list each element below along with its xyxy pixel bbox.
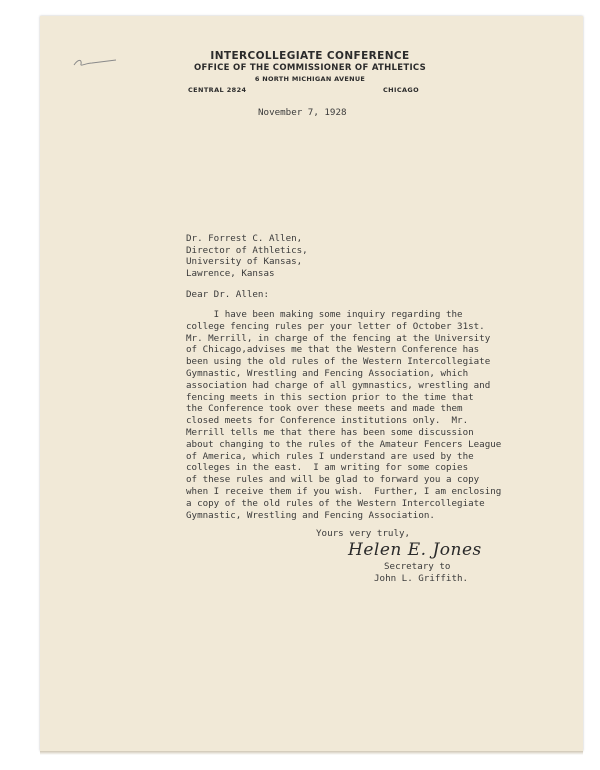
body-line: college fencing rules per your letter of October 31st. bbox=[186, 320, 485, 332]
body-line: of Chicago,advises me that the Western Conference has bbox=[186, 344, 480, 356]
body-line: association had charge of all gymnastics, wrestling and bbox=[186, 379, 491, 391]
recipient-line: Lawrence, Kansas bbox=[186, 267, 275, 279]
letter-date: November 7, 1928 bbox=[258, 107, 347, 118]
body-line: about changing to the rules of the Amateur Fencers League bbox=[186, 438, 502, 450]
body-line: been using the old rules of the Western Intercollegiate bbox=[186, 356, 491, 368]
page-shadow bbox=[40, 751, 583, 755]
body-line: I have been making some inquiry regarding the bbox=[186, 309, 463, 320]
body-line: of America, which rules I understand are used by the bbox=[186, 450, 474, 462]
signer-name: John L. Griffith. bbox=[374, 573, 469, 584]
letterhead-organization: INTERCOLLEGIATE CONFERENCE bbox=[210, 50, 410, 62]
body-line: Gymnastic, Wrestling and Fencing Association. bbox=[186, 509, 435, 521]
body-line: Gymnastic, Wrestling and Fencing Association, which bbox=[186, 367, 469, 379]
letter-body bbox=[186, 309, 501, 521]
recipient-line: Director of Athletics, bbox=[186, 244, 308, 256]
recipient-line: University of Kansas, bbox=[186, 256, 303, 267]
handwritten-signature: Helen E. Jones bbox=[348, 540, 482, 560]
body-line: colleges in the east. I am writing for some copies bbox=[186, 462, 469, 474]
recipient-line: Dr. Forrest C. Allen, bbox=[186, 233, 303, 244]
letterhead-city: CHICAGO bbox=[383, 86, 420, 94]
letterhead-address: 6 NORTH MICHIGAN AVENUE bbox=[254, 75, 366, 83]
body-line: fencing meets in this section prior to the time that bbox=[186, 391, 474, 403]
body-line: a copy of the old rules of the Western Intercollegiate bbox=[186, 497, 485, 509]
body-line: the Conference took over these meets and made them bbox=[186, 403, 463, 415]
letterhead-office: OFFICE OF THE COMMISSIONER OF ATHLETICS bbox=[193, 63, 427, 73]
body-line: when I receive them if you wish. Further, I am enclosing bbox=[186, 485, 502, 497]
closing: Yours very truly, bbox=[316, 528, 411, 539]
body-line: closed meets for Conference institutions only. Mr. bbox=[186, 415, 469, 427]
recipient-address bbox=[186, 233, 308, 279]
body-line: Mr. Merrill, in charge of the fencing at the University bbox=[186, 332, 491, 344]
letterhead-phone: CENTRAL 2824 bbox=[188, 86, 247, 94]
body-line: Merrill tells me that there has been some discussion bbox=[186, 426, 474, 438]
salutation: Dear Dr. Allen: bbox=[186, 289, 269, 300]
body-line: of these rules and will be glad to forward you a copy bbox=[186, 474, 480, 486]
signer-title: Secretary to bbox=[384, 561, 451, 572]
